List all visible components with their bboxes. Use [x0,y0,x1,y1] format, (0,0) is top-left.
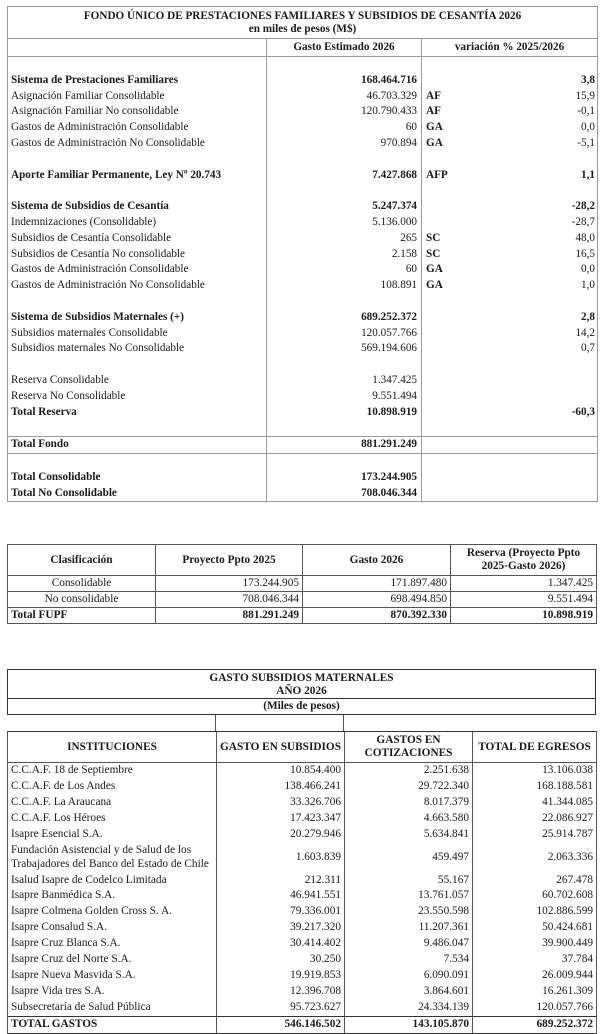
clasificacion-row: No consolidable 708.046.344 698.494.850 9.551.494 [8,592,597,608]
fondo-row: Sistema de Subsidios de Cesantía 5.247.374 -28,2 [8,199,598,215]
maternales-units: (Miles de pesos) [263,700,340,712]
fondo-header-gasto: Gasto Estimado 2026 [267,39,422,57]
maternales-row: Fundación Asistencial y de Salud de los Trabajadores del Banco del Estado de Chile 1.603.839 459.497 2.063.336 [8,843,597,873]
fondo-row: Indemnizaciones (Consolidable) 5.136.000 -28,7 [8,215,598,231]
maternales-title: GASTO SUBSIDIOS MATERNALES AÑO 2026 [8,670,595,699]
clasificacion-total-row: Total FUPF 881.291.249 870.392.330 10.898.919 [8,608,597,624]
clasificacion-row: Consolidable 173.244.905 171.897.480 1.347.425 [8,576,597,592]
maternales-row: Subsecretaría de Salud Pública 95.723.627 24.334.139 120.057.766 [8,1000,597,1016]
fondo-row: Total No Consolidable 708.046.344 [8,486,598,502]
fondo-row: Gastos de Administración Consolidable 60 GA 0,0 [8,262,598,278]
maternales-header: GASTOS EN COTIZACIONES [345,732,473,763]
maternales-row: Isapre Consalud S.A. 39.217.320 11.207.361 50.424.681 [8,920,597,936]
fondo-row: Reserva Consolidable 1.347.425 [8,373,598,389]
maternales-row: Isalud Isapre de Codelco Limitada 212.311 55.167 267.478 [8,873,597,889]
fondo-row: Sistema de Prestaciones Familiares 168.464.716 3,8 [8,73,598,89]
fondo-row: Aporte Familiar Permanente, Ley Nº 20.743 7.427.868 AFP 1,1 [8,168,598,184]
maternales-total-row: TOTAL GASTOS 546.146.502 143.105.870 689.252.372 [8,1016,597,1033]
fondo-header-row [8,39,598,57]
fondo-row: Total Reserva 10.898.919 -60,3 [8,405,598,421]
fondo-row: Reserva No Consolidable 9.551.494 [8,389,598,405]
fondo-row: Gastos de Administración No Consolidable 108.891 GA 1,0 [8,278,598,294]
fondo-unico-table [7,6,598,502]
maternales-title-box [7,669,596,715]
fondo-row: Asignación Familiar No consolidable 120.790.433 AF -0,1 [8,104,598,120]
fondo-title-text: FONDO ÚNICO DE PRESTACIONES FAMILIARES Y SUBSIDIOS DE CESANTÍA 2026 [83,10,522,22]
fondo-subtitle: en miles de pesos (M$) [248,23,357,35]
clasificacion-table [7,544,597,624]
fondo-row: Subsidios de Cesantía Consolidable 265 SC 48,0 [8,231,598,247]
maternales-row: C.C.A.F. La Araucana 33.326.706 8.017.379 41.344.085 [8,795,597,811]
fondo-title-row [8,7,598,39]
fondo-title [8,7,598,39]
clasificacion-header: Proyecto Ppto 2025 [156,545,303,576]
maternales-row: C.C.A.F. Los Héroes 17.423.347 4.663.580 22.086.927 [8,811,597,827]
maternales-row: C.C.A.F. de Los Andes 138.466.241 29.722.340 168.188.581 [8,779,597,795]
maternales-row: Isapre Cruz del Norte S.A. 30.250 7.534 37.784 [8,952,597,968]
maternales-row: Isapre Colmena Golden Cross S. A. 79.336.001 23.550.598 102.886.599 [8,904,597,920]
maternales-header: TOTAL DE EGRESOS [473,732,597,763]
fondo-header-blank [8,39,267,57]
maternales-row: Isapre Esencial S.A. 20.279.946 5.634.841 25.914.787 [8,827,597,843]
fondo-row: Subsidios maternales Consolidable 120.057.766 14,2 [8,326,598,342]
maternales-row: C.C.A.F. 18 de Septiembre 10.854.400 2.251.638 13.106.038 [8,763,597,779]
clasificacion-header-row [8,545,597,576]
fondo-row: Subsidios de Cesantía No consolidable 2.158 SC 16,5 [8,247,598,263]
divider [215,715,216,731]
maternales-row: Isapre Vida tres S.A. 12.396.708 3.864.601 16.261.309 [8,984,597,1000]
divider [343,715,344,731]
fondo-row: Total Consolidable 173.244.905 [8,470,598,486]
fondo-row: Sistema de Subsidios Maternales (+) 689.252.372 2,8 [8,310,598,326]
fondo-header-variacion: variación % 2025/2026 [422,39,598,57]
fondo-row: Gastos de Administración Consolidable 60 GA 0,0 [8,120,598,136]
maternales-table [7,731,597,1034]
maternales-row: Isapre Cruz Blanca S.A. 30.414.402 9.486.047 39.900.449 [8,936,597,952]
maternales-header: INSTITUCIONES [8,732,217,763]
maternales-row: Isapre Nueva Masvida S.A. 19.919.853 6.090.091 26.009.944 [8,968,597,984]
fondo-row: Asignación Familiar Consolidable 46.703.329 AF 15,9 [8,89,598,105]
maternales-header-row [8,732,597,763]
clasificacion-header: Reserva (Proyecto Ppto 2025-Gasto 2026) [451,545,597,576]
maternales-header: GASTO EN SUBSIDIOS [217,732,345,763]
fondo-total-fondo-row: Total Fondo 881.291.249 [8,437,598,454]
fondo-row: Gastos de Administración No Consolidable 970.894 GA -5,1 [8,136,598,152]
maternales-row: Isapre Banmédica S.A. 46.941.551 13.761.057 60.702.608 [8,888,597,904]
fondo-row: Subsidios maternales No Consolidable 569.194.606 0,7 [8,341,598,357]
clasificacion-header: Gasto 2026 [303,545,451,576]
clasificacion-header: Clasificación [8,545,156,576]
